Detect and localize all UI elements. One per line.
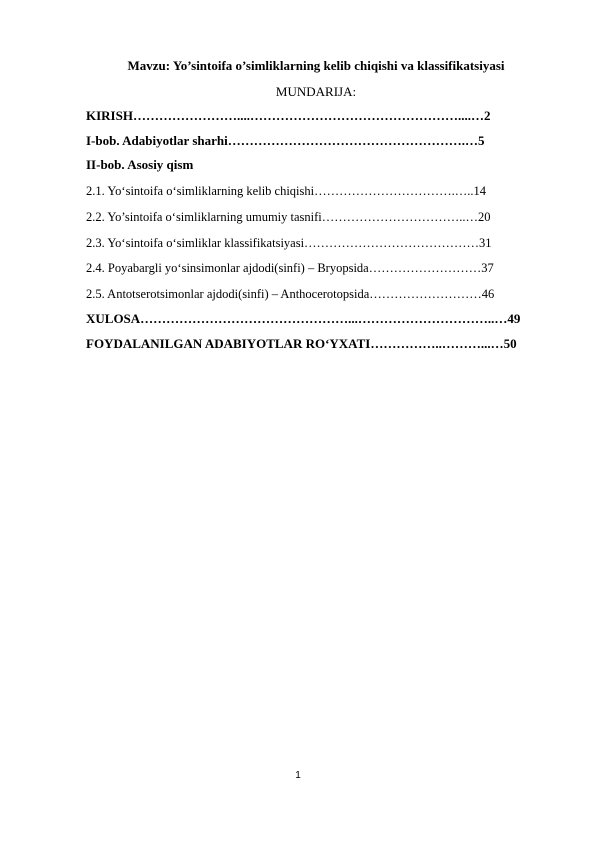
toc-entry-xulosa: XULOSA…………………………………………...…………………………..…49 bbox=[86, 311, 521, 326]
toc-entry-2-2: 2.2. Yo’sintoifa o‘simliklarning umumiy tasnifi……………………………..…20 bbox=[86, 210, 491, 224]
toc-entry-chapter-2: II-bob. Asosiy qism bbox=[86, 157, 194, 172]
toc-entry-2-3: 2.3. Yo‘sintoifa o‘simliklar klassifikatsiyasi……………………………………31 bbox=[86, 236, 492, 250]
toc-entry-references: FOYDALANILGAN ADABIYOTLAR RO‘YXATI……………..………...…50 bbox=[86, 336, 517, 351]
document-topic: Mavzu: Yo’sintoifa o’simliklarning kelib chiqishi va klassifikatsiyasi bbox=[127, 58, 505, 73]
toc-entry-2-5: 2.5. Antotserotsimonlar ajdodi(sinfi) – Anthocerotopsida………………………46 bbox=[86, 287, 495, 301]
toc-heading: MUNDARIJA: bbox=[275, 84, 357, 99]
toc-entry-2-4: 2.4. Poyabargli yo‘sinsimonlar ajdodi(sinfi) – Bryopsida………………………37 bbox=[86, 261, 494, 275]
toc-entry-chapter-1: I-bob. Adabiyotlar sharhi……………………………………………….…5 bbox=[86, 133, 485, 148]
toc-entry-2-1: 2.1. Yo‘sintoifa o‘simliklarning kelib chiqishi…………………………….…..14 bbox=[86, 184, 486, 198]
toc-entry-kirish: KIRISH……………………....…………………………………………....…2 bbox=[86, 108, 491, 123]
page-number: 1 bbox=[295, 770, 301, 781]
